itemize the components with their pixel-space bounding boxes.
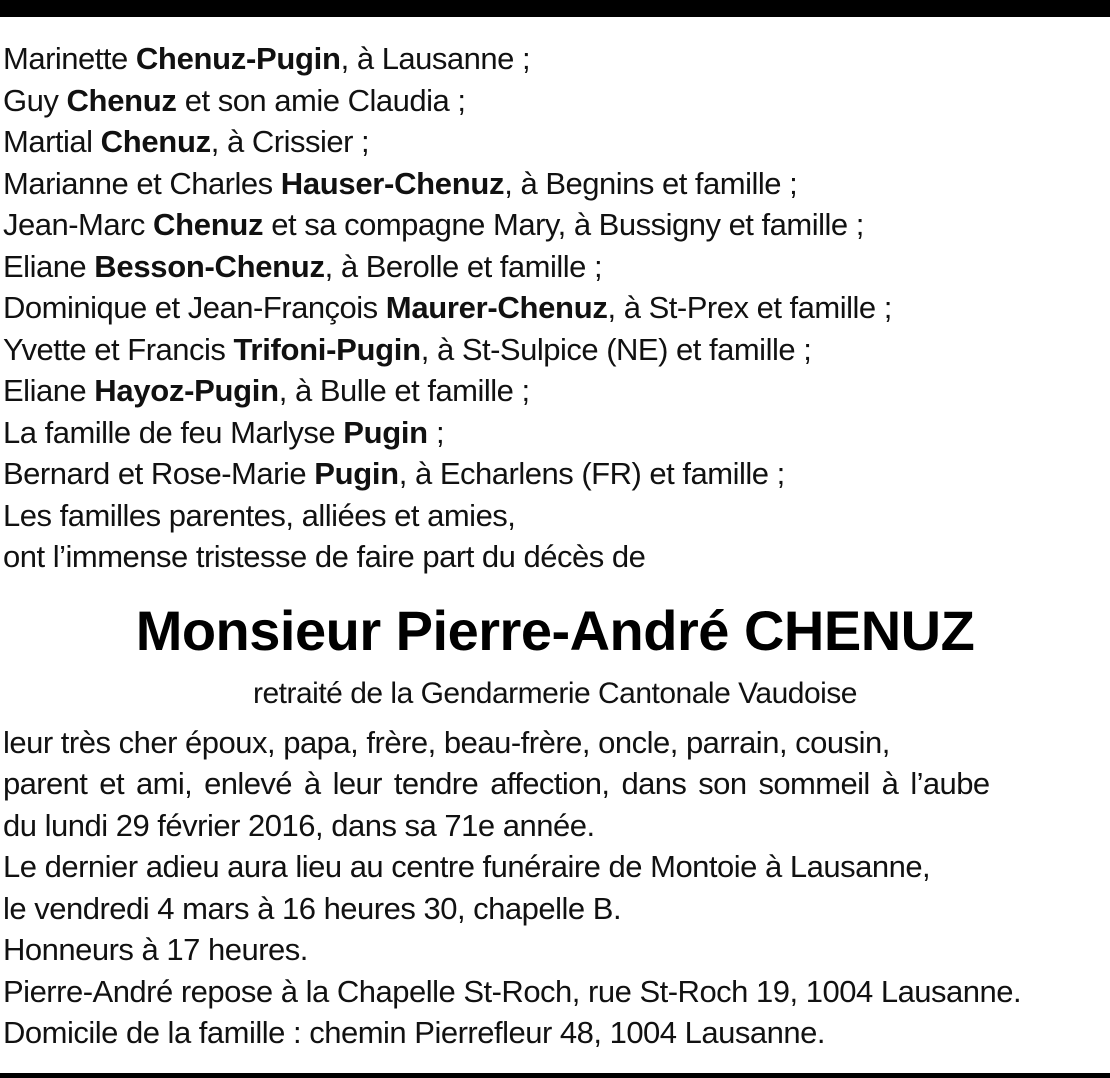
family-surname: Pugin bbox=[314, 456, 399, 491]
intro-text bbox=[3, 495, 1107, 578]
body-line: Le dernier adieu aura lieu au centre funéraire de Montoie à Lausanne, bbox=[3, 849, 931, 884]
family-surname: Pugin bbox=[343, 414, 428, 450]
deceased-name: Monsieur Pierre-André CHENUZ bbox=[135, 598, 975, 662]
body-line: Domicile de la famille : chemin Pierrefleur 48, 1004 Lausanne. bbox=[3, 1015, 825, 1050]
body-line: leur très cher époux, papa, frère, beau-frère, oncle, parrain, cousin, bbox=[3, 724, 890, 760]
family-line: Yvette et Francis Trifoni-Pugin, à St-Sulpice (NE) et famille ; bbox=[3, 331, 812, 367]
family-line: Martial Chenuz, à Crissier ; bbox=[3, 124, 370, 159]
body-line: Pierre-André repose à la Chapelle St-Roch, rue St-Roch 19, 1004 Lausanne. bbox=[3, 973, 1022, 1009]
family-line: Dominique et Jean-François Maurer-Chenuz, à St-Prex et famille ; bbox=[3, 290, 892, 325]
family-surname: Hayoz-Pugin bbox=[94, 373, 279, 408]
family-line: Marinette Chenuz-Pugin, à Lausanne ; bbox=[3, 41, 531, 76]
family-surname: Trifoni-Pugin bbox=[233, 331, 421, 367]
family-line: Marianne et Charles Hauser-Chenuz, à Begnins et famille ; bbox=[3, 165, 798, 201]
family-line: Guy Chenuz et son amie Claudia ; bbox=[3, 82, 466, 118]
intro-line: Les familles parentes, alliées et amies, bbox=[3, 497, 516, 533]
top-rule bbox=[0, 0, 1110, 17]
deceased-title: retraité de la Gendarmerie Cantonale Vaudoise bbox=[253, 676, 857, 710]
family-surname: Chenuz bbox=[153, 207, 264, 242]
family-surname: Chenuz bbox=[100, 124, 211, 159]
intro-line: ont l’immense tristesse de faire part du décès de bbox=[3, 539, 646, 574]
body-line: parent et ami, enlevé à leur tendre affection, dans son sommeil à l’aube bbox=[3, 766, 990, 801]
body-line: Honneurs à 17 heures. bbox=[3, 932, 308, 967]
body-line: le vendredi 4 mars à 16 heures 30, chapelle B. bbox=[3, 890, 622, 926]
family-line: Jean-Marc Chenuz et sa compagne Mary, à Bussigny et famille ; bbox=[3, 207, 864, 242]
notice-body bbox=[3, 722, 1107, 1054]
family-line: La famille de feu Marlyse Pugin ; bbox=[3, 414, 445, 450]
family-list bbox=[3, 38, 1107, 495]
family-surname: Maurer-Chenuz bbox=[385, 290, 608, 325]
death-notice bbox=[3, 38, 1107, 1054]
family-line: Eliane Hayoz-Pugin, à Bulle et famille ; bbox=[3, 373, 530, 408]
family-line: Bernard et Rose-Marie Pugin, à Echarlens (FR) et famille ; bbox=[3, 456, 785, 491]
family-surname: Hauser-Chenuz bbox=[280, 165, 505, 201]
family-surname: Chenuz-Pugin bbox=[135, 41, 341, 76]
bottom-rule bbox=[0, 1073, 1110, 1078]
family-surname: Chenuz bbox=[66, 82, 177, 118]
body-line: du lundi 29 février 2016, dans sa 71e année. bbox=[3, 807, 595, 843]
family-line: Eliane Besson-Chenuz, à Berolle et famille ; bbox=[3, 248, 603, 284]
family-surname: Besson-Chenuz bbox=[94, 248, 325, 284]
